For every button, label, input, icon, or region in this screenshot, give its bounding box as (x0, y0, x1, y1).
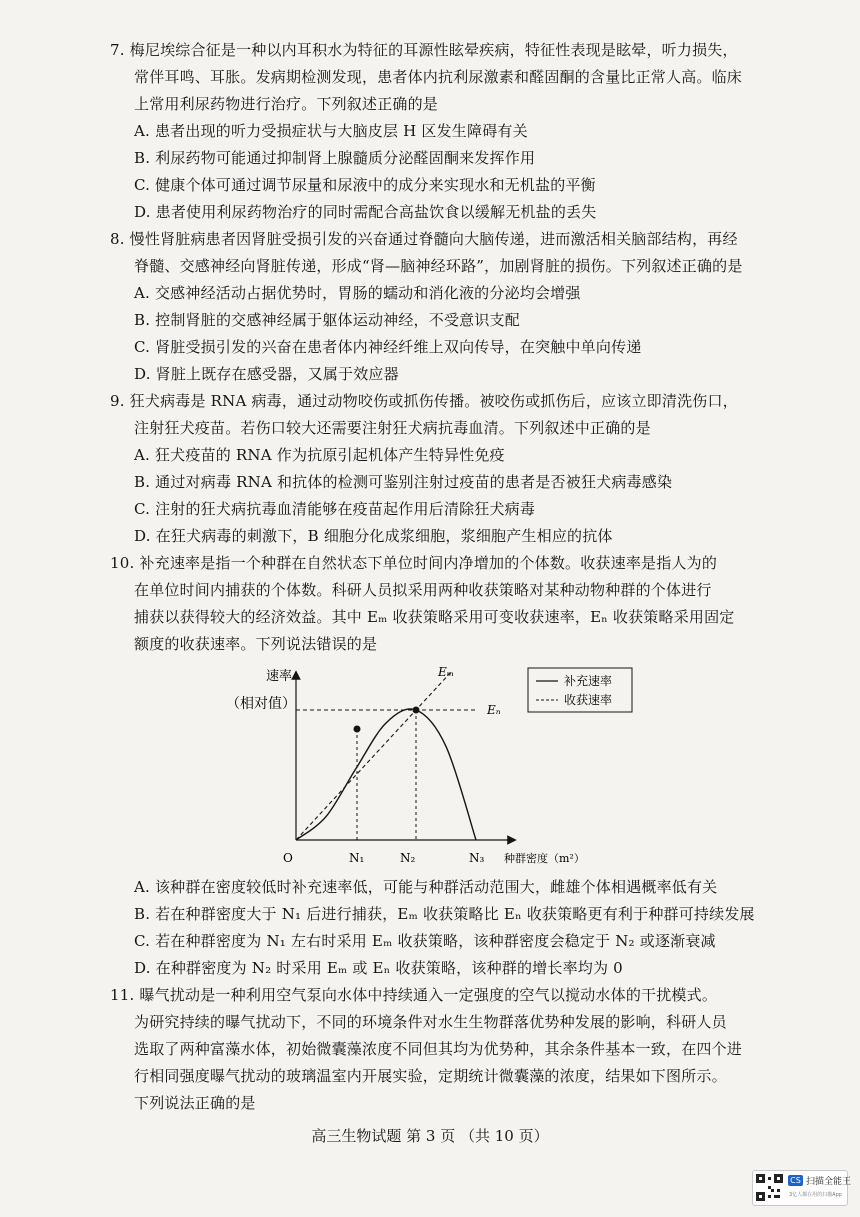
q10-line: 10. 补充速率是指一个种群在自然状态下单位时间内净增加的个体数。收获速率是指人为的 (110, 554, 718, 572)
y-axis-sublabel: （相对值） (226, 696, 296, 712)
q8-option-a: A. 交感神经活动占据优势时，胃肠的蠕动和消化液的分泌均会增强 (134, 284, 581, 302)
en-label: Eₙ (487, 703, 501, 717)
q7-option-a: A. 患者出现的听力受损症状与大脑皮层 H 区发生障碍有关 (134, 122, 528, 140)
y-axis-label: 速率 (266, 669, 293, 684)
em-label: Eₘ (438, 665, 455, 679)
q7-line: 上常用利尿药物进行治疗。下列叙述正确的是 (134, 95, 439, 113)
q9-line: 注射狂犬疫苗。若伤口较大还需要注射狂犬病抗毒血清。下列叙述中正确的是 (134, 419, 651, 437)
q7-option-b: B. 利尿药物可能通过抑制肾上腺髓质分泌醛固酮来发挥作用 (134, 149, 536, 167)
q11-line: 行相同强度曝气扰动的玻璃温室内开展实验，定期统计微囊藻的浓度，结果如下图所示。 (134, 1067, 727, 1085)
scanner-slogan: 3亿人都在用的扫描App (789, 1192, 842, 1198)
scanner-brand: 扫描全能王 (806, 1177, 852, 1187)
q8-option-c: C. 肾脏受损引发的兴奋在患者体内神经纤维上双向传导，在突触中单向传递 (134, 338, 642, 356)
x-tick-label: N₂ (400, 851, 416, 865)
q10-line: 额度的收获速率。下列说法错误的是 (134, 635, 378, 653)
x-tick-label: N₁ (349, 851, 365, 865)
recruitment-rate-curve (296, 709, 476, 840)
q7-line: 7. 梅尼埃综合征是一种以内耳积水为特征的耳源性眩晕疾病，特征性表现是眩晕，听力损失， (110, 41, 738, 59)
q10-line: 在单位时间内捕获的个体数。科研人员拟采用两种收获策略对某种动物种群的个体进行 (134, 581, 712, 599)
q10-option-a: A. 该种群在密度较低时补充速率低，可能与种群活动范围大，雌雄个体相遇概率低有关 (134, 878, 718, 896)
q7-option-d: D. 患者使用利尿药物治疗的同时需配合高盐饮食以缓解无机盐的丢失 (134, 203, 597, 221)
scanner-watermark (752, 1170, 852, 1206)
q10-option-d: D. 在种群密度为 N₂ 时采用 Eₘ 或 Eₙ 收获策略，该种群的增长率均为 0 (134, 959, 623, 977)
legend-label: 补充速率 (564, 674, 613, 688)
x-tick-label: N₃ (469, 851, 485, 865)
origin-label: O (283, 851, 293, 865)
q7-option-c: C. 健康个体可通过调节尿量和尿液中的成分来实现水和无机盐的平衡 (134, 176, 596, 194)
q11-line: 11. 曝气扰动是一种利用空气泵向水体中持续通入一定强度的空气以搅动水体的干扰模式。 (110, 986, 718, 1004)
q9-option-c: C. 注射的狂犬病抗毒血清能够在疫苗起作用后清除狂犬病毒 (134, 500, 536, 518)
q8-line: 脊髓、交感神经向肾脏传递，形成“肾—脑神经环路”，加剧肾脏的损伤。下列叙述正确的是 (134, 257, 743, 275)
q8-option-d: D. 肾脏上既存在感受器，又属于效应器 (134, 365, 399, 383)
q9-option-b: B. 通过对病毒 RNA 和抗体的检测可鉴别注射过疫苗的患者是否被狂犬病毒感染 (134, 473, 673, 491)
qr-code-icon (756, 1174, 783, 1201)
q11-line: 为研究持续的曝气扰动下，不同的环境条件对水生生物群落优势种发展的影响，科研人员 (134, 1013, 727, 1031)
cs-logo: CS (788, 1175, 803, 1186)
x-axis-label: 种群密度（m²） (504, 852, 585, 865)
q9-line: 9. 狂犬病毒是 RNA 病毒，通过动物咬伤或抓伤传播。被咬伤或抓伤后，应该立即清洗伤口， (110, 392, 738, 410)
q9-option-a: A. 狂犬疫苗的 RNA 作为抗原引起机体产生特异性免疫 (134, 446, 505, 464)
q9-option-d: D. 在狂犬病毒的刺激下，B 细胞分化成浆细胞，浆细胞产生相应的抗体 (134, 527, 613, 545)
q10-option-b: B. 若在种群密度大于 N₁ 后进行捕获，Eₘ 收获策略比 Eₙ 收获策略更有利于种群可持续发展 (134, 905, 755, 923)
q10-option-c: C. 若在种群密度为 N₁ 左右时采用 Eₘ 收获策略，该种群密度会稳定于 N₂ 或逐渐衰减 (134, 932, 716, 950)
page-footer: 高三生物试题 第 3 页 （共 10 页） (311, 1127, 549, 1145)
q10-line: 捕获以获得较大的经济效益。其中 Eₘ 收获策略采用可变收获速率，Eₙ 收获策略采用固定 (134, 608, 735, 626)
q11-line: 下列说法正确的是 (134, 1094, 256, 1112)
legend-label: 收获速率 (564, 693, 613, 707)
q8-option-b: B. 控制肾脏的交感神经属于躯体运动神经，不受意识支配 (134, 311, 520, 329)
harvest-rate-em-line (296, 671, 452, 840)
q7-line: 常伴耳鸣、耳胀。发病期检测发现，患者体内抗利尿激素和醛固酮的含量比正常人高。临床 (134, 68, 743, 86)
q8-line: 8. 慢性肾脏病患者因肾脏受损引发的兴奋通过脊髓向大脑传递，进而激活相关脑部结构，再经 (110, 230, 738, 248)
q11-line: 选取了两种富藻水体，初始微囊藻浓度不同但其均为优势种，其余条件基本一致，在四个进 (134, 1040, 743, 1058)
